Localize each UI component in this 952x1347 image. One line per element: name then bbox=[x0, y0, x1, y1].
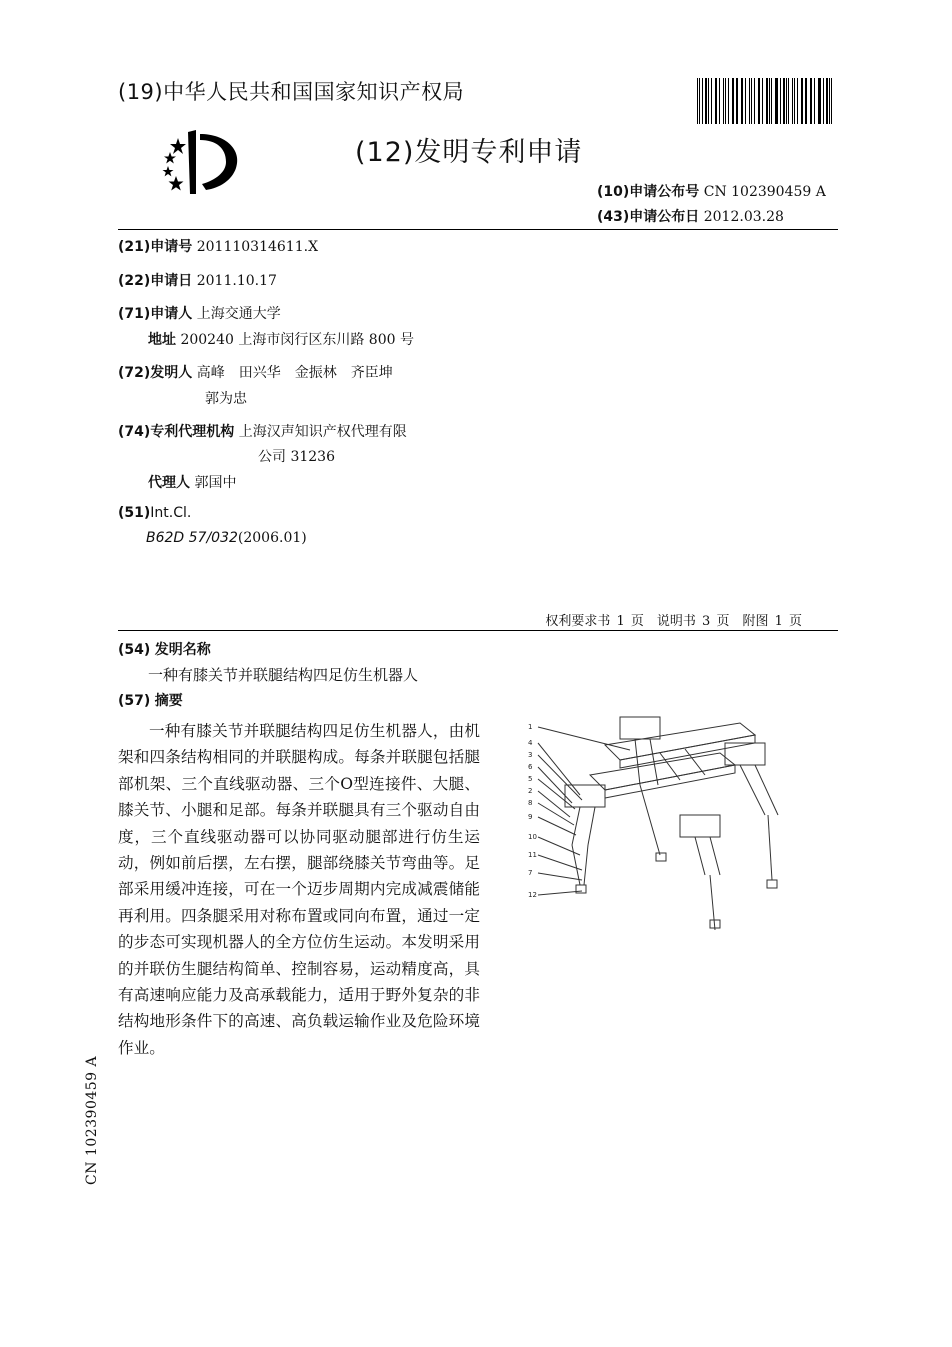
barcode-bar bbox=[751, 78, 752, 124]
inventors-line-2: 郭为忠 bbox=[205, 391, 247, 407]
application-date: 2011.10.17 bbox=[196, 273, 277, 289]
barcode-bar bbox=[783, 78, 785, 124]
address: 200240 上海市闵行区东川路 800 号 bbox=[180, 332, 414, 348]
field-label: Int.Cl. bbox=[150, 505, 192, 521]
figure-reference-label: 7 bbox=[528, 869, 533, 877]
barcode-bar bbox=[788, 78, 789, 124]
barcode-bar bbox=[794, 78, 795, 124]
barcode-bar bbox=[711, 78, 712, 124]
agency-line-2: 公司 31236 bbox=[258, 449, 335, 465]
field-label: 申请日 bbox=[150, 273, 193, 289]
abstract-heading-row bbox=[118, 690, 183, 710]
inventors-line-1: 高峰 田兴华 金振林 齐臣坤 bbox=[196, 365, 393, 381]
figure-reference-label: 2 bbox=[528, 787, 533, 795]
application-number: 201110314611.X bbox=[196, 239, 319, 255]
section-divider bbox=[118, 630, 838, 631]
publication-number-row bbox=[597, 181, 826, 201]
publication-number: CN 102390459 A bbox=[703, 184, 826, 200]
field-label: 摘要 bbox=[154, 693, 183, 709]
field-code: (22) bbox=[118, 273, 151, 289]
barcode-bar bbox=[716, 78, 717, 124]
barcode-bar bbox=[831, 78, 832, 124]
office-name: (19)中华人民共和国国家知识产权局 bbox=[118, 80, 465, 104]
sipo-logo-icon bbox=[156, 128, 246, 198]
application-date-row bbox=[118, 270, 277, 290]
barcode-bar bbox=[775, 78, 776, 124]
figure-reference-label: 5 bbox=[528, 775, 533, 783]
barcode-bar bbox=[829, 78, 830, 124]
field-label: 专利代理机构 bbox=[150, 424, 235, 440]
barcode-bar bbox=[811, 78, 812, 124]
barcode-bar bbox=[759, 78, 760, 124]
barcode-bar bbox=[741, 78, 742, 124]
field-code: (54) bbox=[118, 642, 151, 658]
publication-date-row bbox=[597, 206, 784, 226]
barcode-bar bbox=[819, 78, 820, 124]
side-publication-number: CN 102390459 A bbox=[84, 1055, 100, 1185]
barcode-bar bbox=[723, 78, 724, 124]
barcode-bar bbox=[725, 78, 727, 124]
field-code: (71) bbox=[118, 306, 151, 322]
publication-number-label: (10)申请公布号 bbox=[597, 184, 700, 200]
robot-drawing bbox=[510, 705, 815, 930]
barcode-bar bbox=[754, 78, 755, 124]
barcode-bar bbox=[749, 78, 750, 124]
field-code: (51) bbox=[118, 505, 151, 521]
figure-reference-label: 3 bbox=[528, 751, 533, 759]
barcode-bar bbox=[699, 78, 700, 124]
barcode-bar bbox=[776, 78, 777, 124]
figure-reference-label: 6 bbox=[528, 763, 533, 771]
barcode-bar bbox=[826, 78, 828, 124]
field-code: (21) bbox=[118, 239, 151, 255]
barcode-bar bbox=[728, 78, 729, 124]
barcode-bar bbox=[732, 78, 733, 124]
abstract-text: 一种有膝关节并联腿结构四足仿生机器人，由机架和四条结构相同的并联腿构成。每条并联腿包括腿部机架、三个直线驱动器、三个O型连接件、大腿、膝关节、小腿和足部。每条并联腿具有三个驱动自由度，三个直线驱动器可以协同驱动腿部进行仿生运动，例如前后摆，左右摆，腿部绕膝关节弯曲等。足部采用缓冲连接，可在一个迈步周期内完成减震储能再利用。四条腿采用对称布置或同向布置，通过一定的步态可实现机器人的全方位仿生运动。本发明采用的并联仿生腿结构简单、控制容易，运动精度高，具有高速响应能力及高承载能力，适用于野外复杂的非结构地形条件下的高速、高负载运输作业及危险环境作业。 bbox=[118, 722, 480, 1057]
field-label: 申请人 bbox=[150, 306, 193, 322]
barcode-bar bbox=[715, 78, 716, 124]
figure-reference-label: 12 bbox=[528, 891, 537, 899]
field-label: 代理人 bbox=[148, 475, 190, 491]
field-code: (72) bbox=[118, 365, 151, 381]
figure-reference-label: 11 bbox=[528, 851, 537, 859]
page-count-info: 权利要求书 1 页 说明书 3 页 附图 1 页 bbox=[545, 614, 802, 629]
barcode-bar bbox=[823, 78, 824, 124]
barcode-bar bbox=[792, 78, 793, 124]
barcode-bar bbox=[705, 78, 707, 124]
agency-line-1: 上海汉声知识产权代理有限 bbox=[238, 424, 407, 440]
applicant: 上海交通大学 bbox=[196, 306, 281, 322]
barcode-bar bbox=[818, 78, 819, 124]
barcode-bar bbox=[758, 78, 759, 124]
barcode-bar bbox=[769, 78, 770, 124]
application-number-row bbox=[118, 236, 318, 256]
barcode-bar bbox=[733, 78, 734, 124]
barcode-bar bbox=[802, 78, 803, 124]
barcode-bar bbox=[708, 78, 709, 124]
barcode-bar bbox=[797, 78, 798, 124]
intcl-class-row bbox=[146, 530, 307, 546]
barcode-bar bbox=[810, 78, 811, 124]
publication-date: 2012.03.28 bbox=[703, 209, 784, 225]
figure-reference-label: 1 bbox=[528, 723, 533, 731]
barcode-bar bbox=[786, 78, 787, 124]
figure-reference-label: 10 bbox=[528, 833, 537, 841]
invention-title: 一种有膝关节并联腿结构四足仿生机器人 bbox=[148, 666, 419, 684]
address-row bbox=[148, 329, 414, 349]
barcode-bar bbox=[801, 78, 802, 124]
intcl-class: B62D 57/032 bbox=[146, 530, 238, 546]
barcode-bar bbox=[736, 78, 737, 124]
barcode-bar bbox=[719, 78, 720, 124]
barcode-bar bbox=[742, 78, 743, 124]
agent-row bbox=[148, 472, 236, 492]
figure-reference-label: 9 bbox=[528, 813, 533, 821]
barcode bbox=[697, 78, 835, 124]
agency-row bbox=[118, 421, 407, 441]
agent: 郭国中 bbox=[194, 475, 237, 491]
figure-reference-label: 4 bbox=[528, 739, 533, 747]
figure-reference-label: 8 bbox=[528, 799, 533, 807]
barcode-bar bbox=[771, 78, 772, 124]
inventor-row bbox=[118, 362, 393, 382]
intcl-row bbox=[118, 505, 191, 521]
field-code: (74) bbox=[118, 424, 151, 440]
barcode-bar bbox=[697, 78, 698, 124]
barcode-bar bbox=[762, 78, 763, 124]
field-label: 发明人 bbox=[150, 365, 193, 381]
applicant-row bbox=[118, 303, 281, 323]
barcode-bar bbox=[805, 78, 807, 124]
field-label: 发明名称 bbox=[154, 642, 211, 658]
field-code: (57) bbox=[118, 693, 151, 709]
document-type: (12)发明专利申请 bbox=[355, 137, 583, 168]
field-label: 申请号 bbox=[150, 239, 193, 255]
field-label: 地址 bbox=[148, 332, 176, 348]
barcode-bar bbox=[766, 78, 768, 124]
intcl-version: (2006.01) bbox=[237, 530, 307, 546]
barcode-bar bbox=[814, 78, 815, 124]
barcode-bar bbox=[780, 78, 781, 124]
barcode-bar bbox=[702, 78, 703, 124]
title-heading-row bbox=[118, 639, 211, 659]
publication-date-label: (43)申请公布日 bbox=[597, 209, 700, 225]
header-divider bbox=[118, 229, 838, 230]
barcode-bar bbox=[745, 78, 747, 124]
